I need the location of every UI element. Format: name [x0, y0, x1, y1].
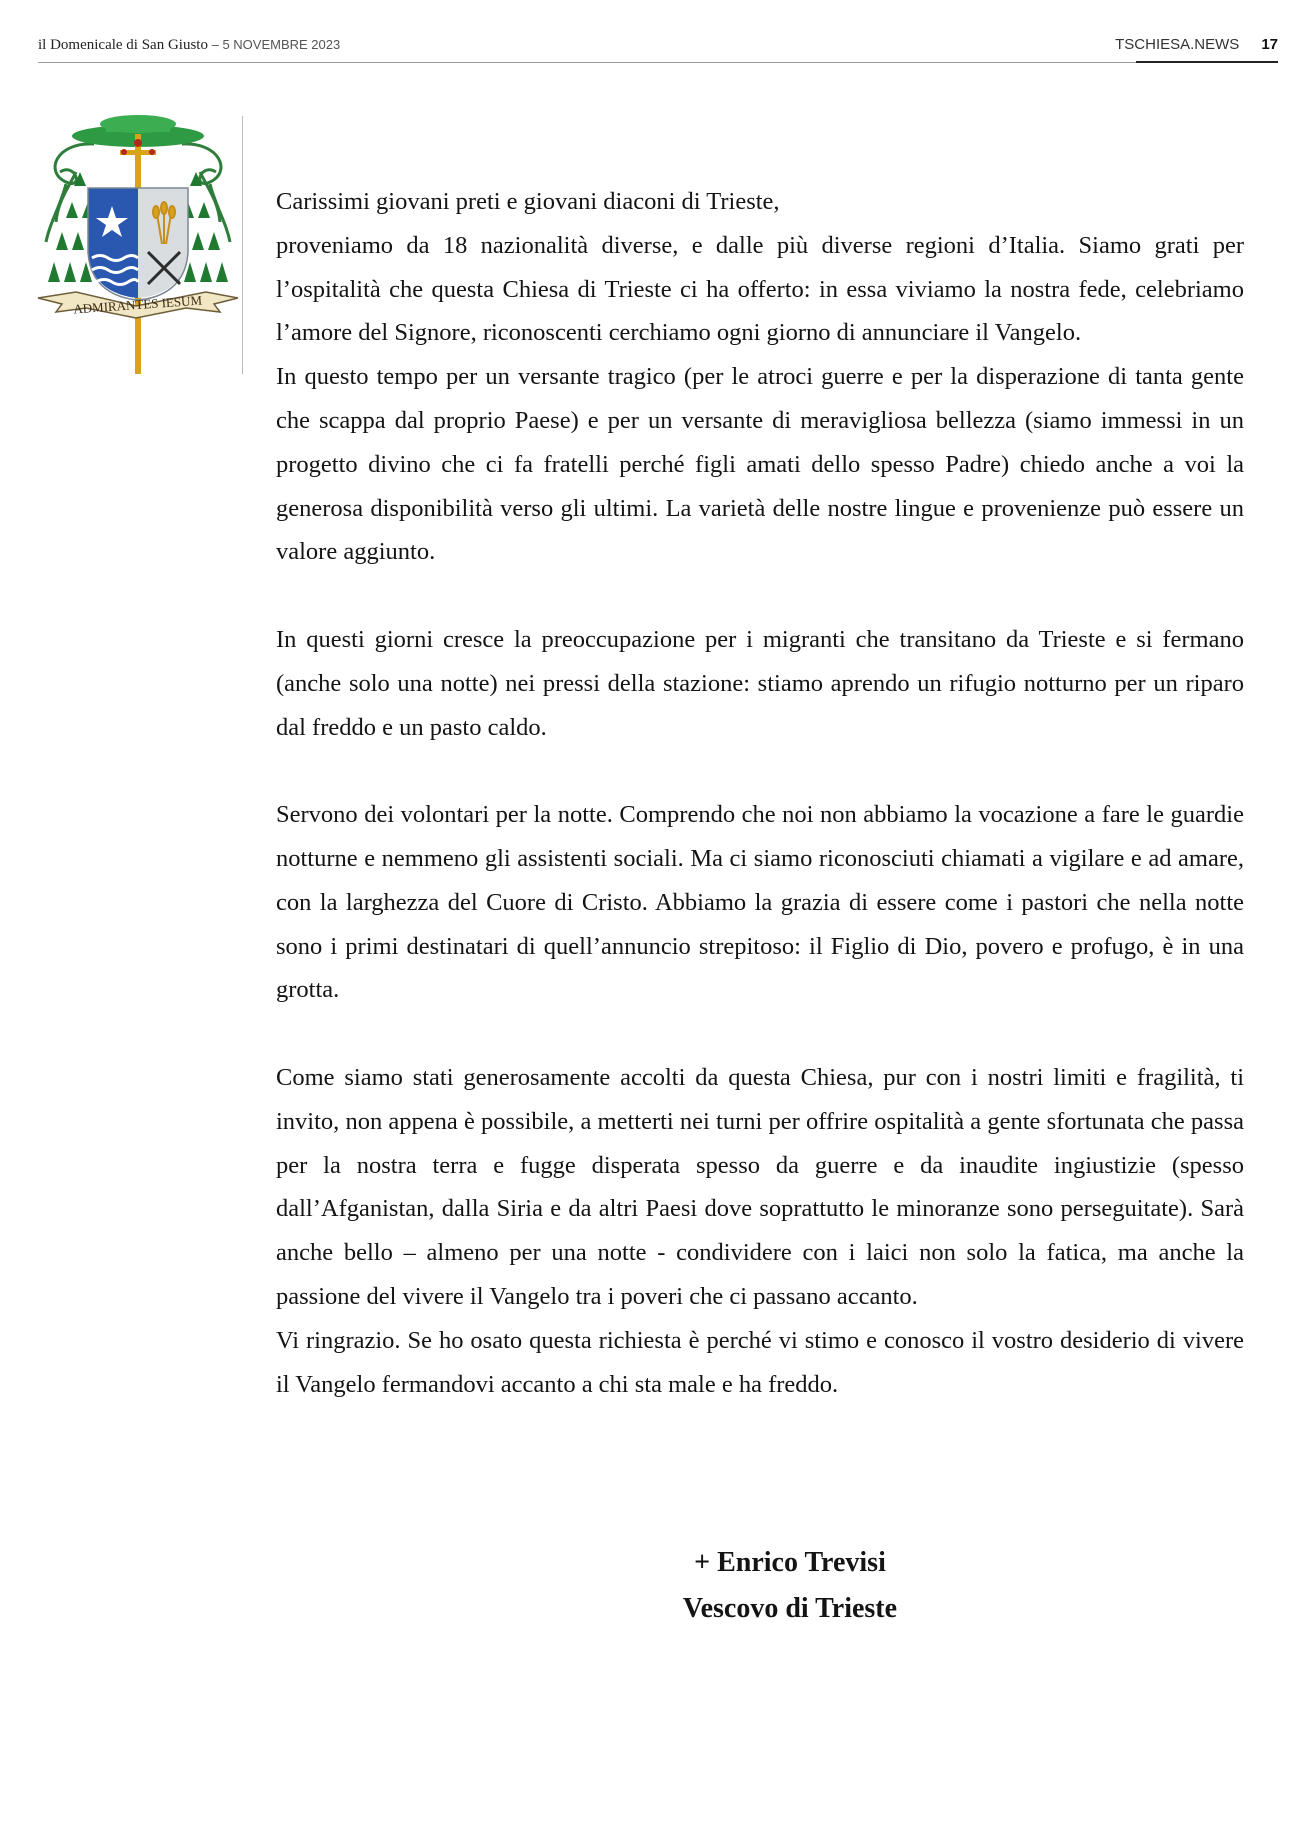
- separator: –: [207, 37, 223, 52]
- letter-salutation: Carissimi giovani preti e giovani diaconi di Trieste,: [276, 188, 780, 215]
- letter-paragraph: In questi giorni cresce la preoccupazione per i migranti che transitano da Trieste e si fermano (anche solo una notte) nei pressi della stazione: stiamo aprendo un rifugio notturno per un riparo dal freddo e un pasto caldo.: [276, 625, 1244, 741]
- signature-title: Vescovo di Trieste: [682, 1593, 898, 1624]
- header-publication: [38, 37, 340, 54]
- publication-date: 5 NOVEMBRE 2023: [222, 37, 341, 52]
- signature-name: + Enrico Trevisi: [694, 1547, 886, 1578]
- page-header: [38, 34, 1278, 64]
- header-rule: [38, 62, 1136, 63]
- site-name: TSCHIESA.NEWS: [1115, 36, 1240, 53]
- coat-of-arms-icon: [36, 112, 240, 378]
- letter-paragraph: In questo tempo per un versante tragico (per le atroci guerre e per la disperazione di tanta gente che scappa dal proprio Paese) e per un versante di meravigliosa bellezza (siamo immessi in un progetto divino che ci fa fratelli perché figli amati dello spesso Padre) chiedo anche a voi la generosa disponibilità verso gli ultimi. La varietà delle nostre lingue e provenienze può essere un valore aggiunto.: [276, 363, 1244, 566]
- coat-of-arms-motto: ADMIRANTES IESUM: [72, 292, 203, 317]
- signature-block: [600, 1540, 980, 1632]
- letter-paragraph: proveniamo da 18 nazionalità diverse, e dalle più diverse regioni d’Italia. Siamo grati per l’ospitalità che questa Chiesa di Trieste ci ha offerto: in essa viviamo la nostra fede, celebriamo l’amore del Signore, riconoscenti cerchiamo ogni giorno di annunciare il Vangelo.: [276, 231, 1244, 347]
- letter-paragraph: Come siamo stati generosamente accolti da questa Chiesa, pur con i nostri limiti e fragilità, ti invito, non appena è possibile, a metterti nei turni per offrire ospitalità a gente sfortunata che passa per la nostra terra e fugge disperata spesso da guerre e da inaudite ingiustizie (spesso dall’Afganistan, dalla Siria e da altri Paesi dove soprattutto le minoranze sono perseguitate). Sarà anche bello – almeno per una notte - condividere con i laici non solo la fatica, ma anche la passione del vivere il Vangelo tra i poveri che ci passano accanto.: [276, 1063, 1244, 1310]
- episcopal-coat-of-arms: [36, 112, 240, 378]
- crest-divider: [242, 116, 243, 374]
- header-rule-accent: [1136, 61, 1278, 63]
- letter-paragraph: Vi ringrazio. Se ho osato questa richiesta è perché vi stimo e conosco il vostro desiderio di vivere il Vangelo fermandovi accanto a chi sta male e ha freddo.: [276, 1326, 1244, 1398]
- letter-body: [276, 180, 1244, 1406]
- header-site: [1115, 36, 1278, 53]
- publication-name: il Domenicale di San Giusto: [38, 37, 208, 53]
- letter-paragraph: Servono dei volontari per la notte. Comprendo che noi non abbiamo la vocazione a fare le guardie notturne e nemmeno gli assistenti sociali. Ma ci siamo riconosciuti chiamati a vigilare e ad amare, con la larghezza del Cuore di Cristo. Abbiamo la grazia di essere come i pastori che nella notte sono i primi destinatari di quell’annuncio strepitoso: il Figlio di Dio, povero e profugo, è in una grotta.: [276, 801, 1244, 1004]
- page-number: 17: [1261, 36, 1278, 53]
